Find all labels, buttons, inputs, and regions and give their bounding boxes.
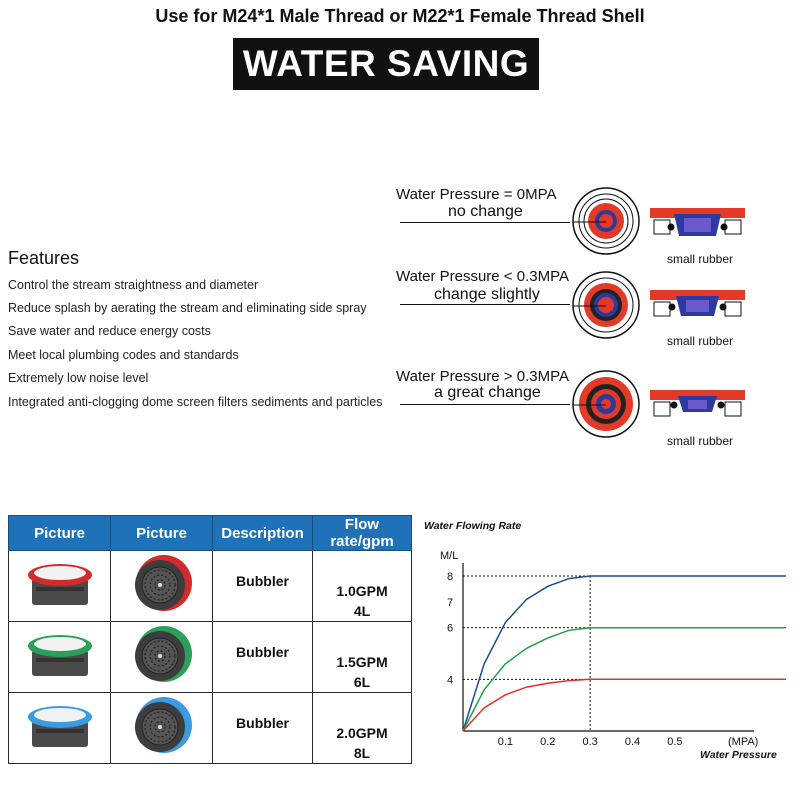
spec-table xyxy=(8,515,412,764)
feature-item: Save water and reduce energy costs xyxy=(8,324,211,338)
y-tick-label: 7 xyxy=(446,596,454,609)
water-saving-banner: WATER SAVING xyxy=(233,38,539,90)
feature-item: Integrated anti-clogging dome screen filters sediments and particles xyxy=(8,395,383,409)
x-tick-label: 0.1 xyxy=(497,736,514,748)
thread-note: Use for M24*1 Male Thread or M22*1 Female Thread Shell xyxy=(155,6,645,26)
aerator-center xyxy=(158,583,162,587)
pressure-label: Water Pressure = 0MPA xyxy=(396,186,557,203)
x-axis-label: Water Pressure xyxy=(700,749,777,761)
rubber-label: small rubber xyxy=(667,434,734,448)
description-cell xyxy=(213,551,313,622)
aerator-center xyxy=(158,725,162,729)
flow-cell xyxy=(313,693,412,764)
aerator-center xyxy=(158,654,162,658)
bottom-view-cell xyxy=(111,551,213,622)
flow-cell xyxy=(313,551,412,622)
table-row xyxy=(9,551,412,622)
rubber-section-icon xyxy=(650,388,745,428)
aerator-screen xyxy=(34,566,86,580)
side-view-cell xyxy=(9,693,111,764)
aerator-screen xyxy=(34,637,86,651)
pressure-label: Water Pressure < 0.3MPA xyxy=(396,268,569,285)
aerator-top-view-icon xyxy=(571,369,641,439)
bottom-view-cell xyxy=(111,693,213,764)
y-tick-label: 4 xyxy=(446,674,454,687)
description: Bubbler xyxy=(236,573,289,589)
x-tick-label: 0.3 xyxy=(582,736,598,748)
liters: 4L xyxy=(353,603,371,619)
bottom-view-cell xyxy=(111,622,213,693)
aerator-groove xyxy=(36,729,84,733)
rubber-section-icon xyxy=(650,206,745,246)
x-unit-label: (MPA) xyxy=(728,736,759,748)
aerator-top-view-icon xyxy=(571,186,641,256)
aerator-groove xyxy=(36,658,84,662)
flow-rate: 1.0GPM xyxy=(336,583,388,599)
features-title: Features xyxy=(8,248,80,268)
liters: 6L xyxy=(353,674,371,690)
aerator-groove xyxy=(36,587,84,591)
feature-item: Control the stream straightness and diameter xyxy=(8,278,259,292)
flow-rate: 2.0GPM xyxy=(336,725,388,741)
rubber-label: small rubber xyxy=(667,334,734,348)
leader-line xyxy=(400,304,570,305)
feature-item: Extremely low noise level xyxy=(8,371,149,385)
aerator-side-view-image xyxy=(20,622,100,686)
description-cell xyxy=(213,693,313,764)
pressure-effect: no change xyxy=(448,203,523,220)
feature-item: Reduce splash by aerating the stream and eliminating side spray xyxy=(8,301,367,315)
aerator-bottom-view-image xyxy=(122,622,202,686)
series-line xyxy=(463,679,786,731)
description: Bubbler xyxy=(236,644,289,660)
liters: 8L xyxy=(353,745,371,761)
series-line xyxy=(463,576,786,731)
leader-line xyxy=(400,222,570,223)
side-view-cell xyxy=(9,551,111,622)
aerator-side-view-image xyxy=(20,551,100,615)
rubber-section-icon xyxy=(650,288,745,328)
table-header-row xyxy=(9,516,412,551)
aerator-screen xyxy=(34,708,86,722)
y-unit-label: M/L xyxy=(440,550,459,562)
pressure-label: Water Pressure > 0.3MPA xyxy=(396,368,569,385)
column-header: Description xyxy=(213,516,313,551)
x-tick-label: 0.2 xyxy=(540,736,556,748)
pressure-effect: a great change xyxy=(434,384,541,401)
y-tick-label: 8 xyxy=(446,571,454,583)
rubber-label: small rubber xyxy=(667,252,734,266)
side-view-cell xyxy=(9,622,111,693)
description-cell xyxy=(213,622,313,693)
aerator-bottom-view-image xyxy=(122,551,202,615)
column-header: Flow rate/gpm xyxy=(313,516,412,551)
aerator-bottom-view-image xyxy=(122,693,202,757)
table-row xyxy=(9,693,412,764)
chart-title: Water Flowing Rate xyxy=(424,520,522,532)
table-row xyxy=(9,622,412,693)
x-tick-label: 0.5 xyxy=(667,736,683,748)
leader-line xyxy=(400,404,570,405)
flow-cell xyxy=(313,622,412,693)
description: Bubbler xyxy=(236,715,289,731)
water-flow-chart xyxy=(414,515,786,765)
pressure-effect: change slightly xyxy=(434,286,540,303)
aerator-side-view-image xyxy=(20,693,100,757)
x-tick-label: 0.4 xyxy=(624,736,641,748)
y-tick-label: 6 xyxy=(446,622,454,635)
aerator-top-view-icon xyxy=(571,270,641,340)
column-header: Picture xyxy=(9,516,111,551)
feature-item: Meet local plumbing codes and standards xyxy=(8,348,239,362)
column-header: Picture xyxy=(111,516,213,551)
flow-rate: 1.5GPM xyxy=(336,654,388,670)
